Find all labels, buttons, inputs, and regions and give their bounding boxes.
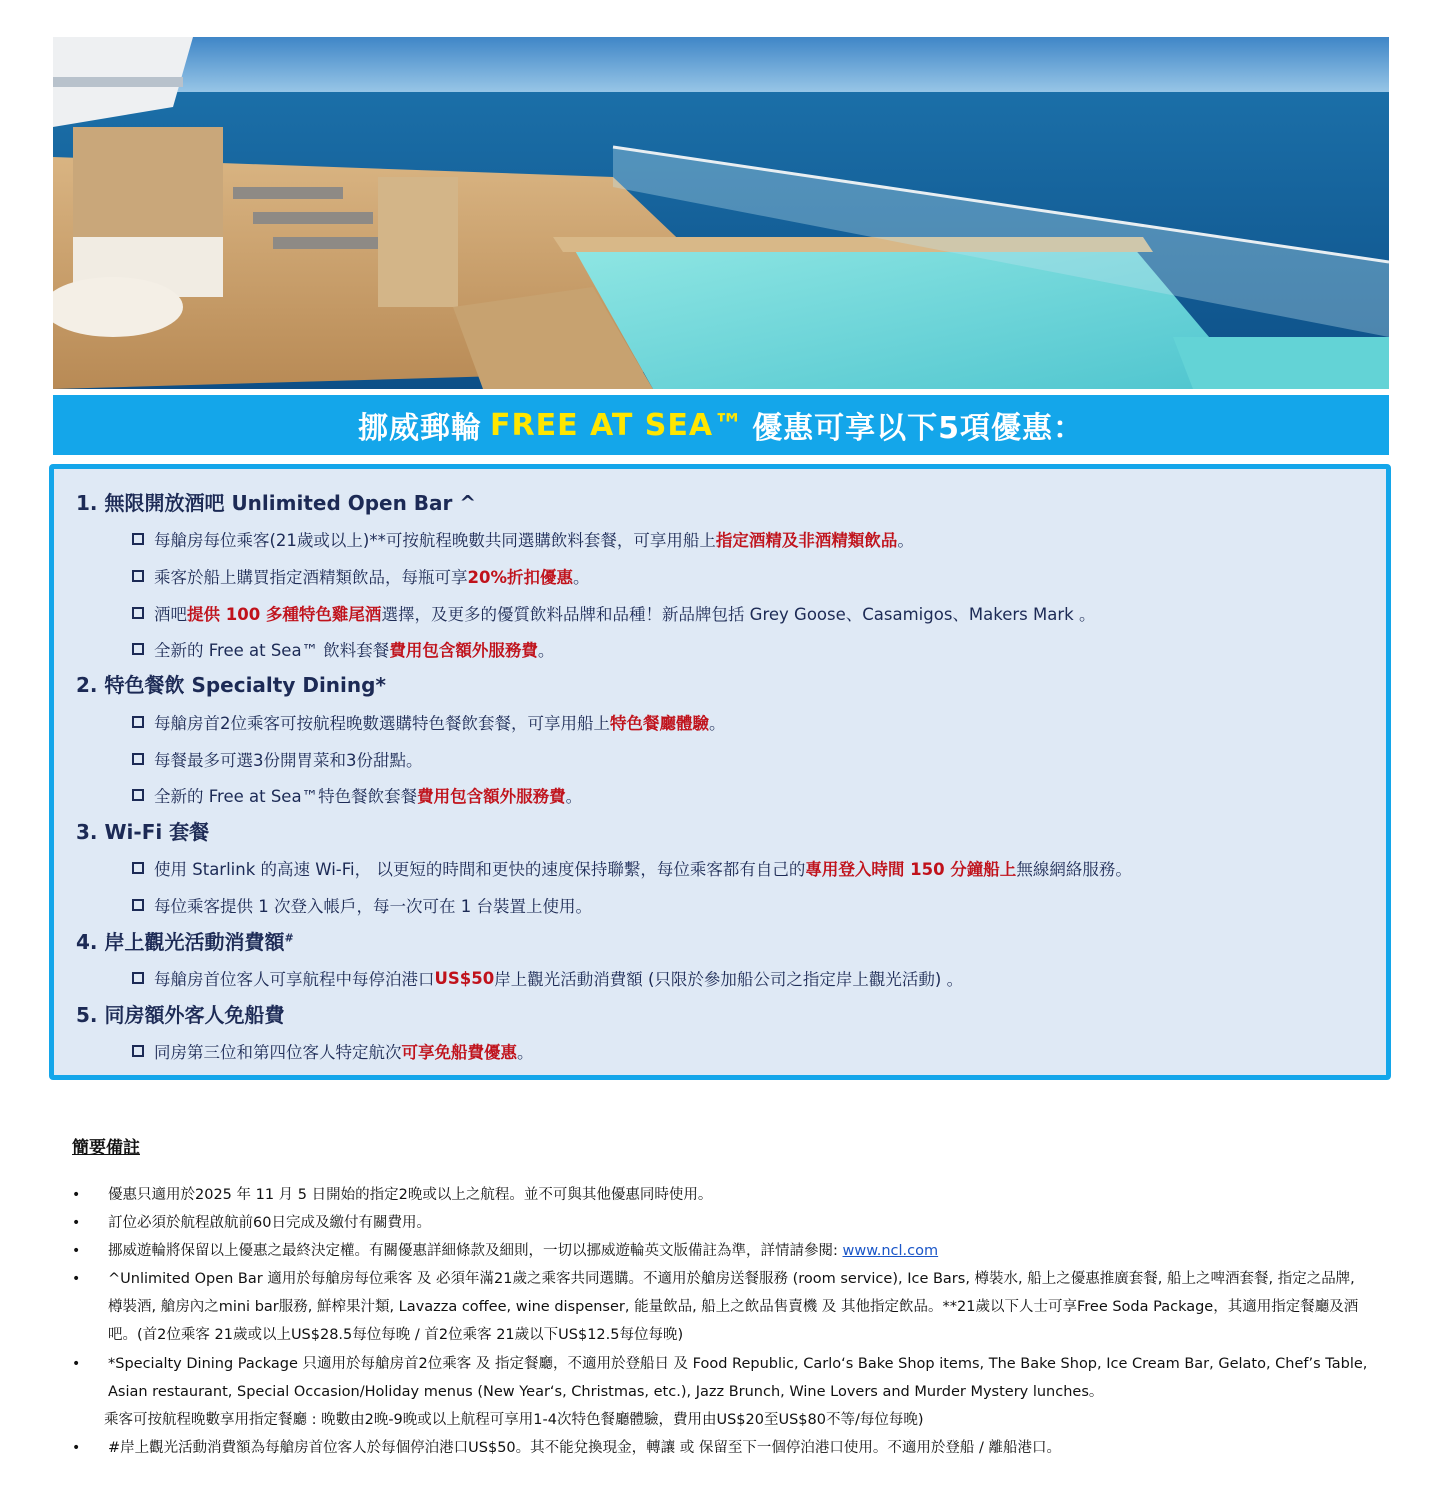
benefits-box (49, 464, 1391, 1080)
note-item (72, 1350, 1373, 1406)
title-suffix: 優惠可享以下5項優惠： (752, 411, 1084, 446)
item-highlight: 指定酒精及非酒精類飲品 (715, 531, 898, 550)
square-bullet-icon (132, 533, 144, 545)
item-highlight: 20%折扣優惠 (467, 568, 573, 587)
item-highlight: 專用登入時間 150 分鐘船上 (805, 860, 1017, 879)
list-item (132, 637, 554, 661)
item-highlight: 提供 100 多種特色雞尾酒 (187, 605, 382, 624)
item-text: 每艙房首位客人可享航程中每停泊港口 (154, 970, 435, 989)
item-text-end: 無線網絡服務。 (1016, 860, 1132, 879)
section-heading-text: 4. 岸上觀光活動消費額 (76, 930, 285, 954)
item-text: 同房第三位和第四位客人特定航次 (154, 1043, 402, 1062)
square-bullet-icon (132, 862, 144, 874)
notes-heading: 簡要備註 (72, 1138, 140, 1158)
list-item (132, 710, 726, 734)
list-item (132, 966, 963, 990)
item-text-end: 選擇，及更多的優質飲料品牌和品種！新品牌包括 Grey Goose、Casamigos、Makers Mark 。 (381, 605, 1096, 624)
note-text: #岸上觀光活動消費額為每艙房首位客人於每個停泊港口US$50。其不能兌換現金，轉讓 或 保留至下一個停泊港口使用。不適用於登船 / 離船港口。 (108, 1440, 1061, 1456)
cruise-deck-illustration (53, 37, 1389, 389)
square-bullet-icon (132, 607, 144, 619)
bullet-icon: • (72, 1271, 81, 1287)
item-text: 酒吧 (154, 605, 187, 624)
item-text-end: 。 (517, 1043, 534, 1062)
list-item (132, 783, 582, 807)
square-bullet-icon (132, 972, 144, 984)
item-highlight: 特色餐廳體驗 (610, 714, 709, 733)
note-item (72, 1265, 1373, 1349)
bullet-icon: • (72, 1187, 81, 1203)
square-bullet-icon (132, 1045, 144, 1057)
bullet-icon: • (72, 1243, 81, 1259)
square-bullet-icon (132, 643, 144, 655)
bullet-icon: • (72, 1356, 81, 1372)
note-subtext: 乘客可按航程晚數享用指定餐廳 : 晚數由2晚-9晚或以上航程可享用1-4次特色餐廳體驗，費用由US$20至US$80不等/每位每晚) (104, 1412, 924, 1428)
note-text: ^Unlimited Open Bar 適用於每艙房每位乘客 及 必須年滿21歲之乘客共同選購。不適用於艙房送餐服務 (room service), Ice Bars, 樽裝水, 船上之優惠推廣套餐, 船上之啤酒套餐, 指定之品牌, 樽裝酒, 艙房內之mini bar服務, 鮮榨果汁類, Lavazza coffee, wine dispenser, 能量飲品, 船上之飲品售賣機 及 其他指定飲品。**21歲以下人士可享Free Soda Package，其適用指定餐廳及酒吧。(首2位乘客 21歲或以上US$28.5每位每晚 / 首2位乘客 21歲以下US$12.5每位每晚) (108, 1271, 1359, 1343)
item-text-end: 。 (709, 714, 726, 733)
item-text: 每餐最多可選3份開胃菜和3份甜點。 (154, 751, 423, 770)
bullet-icon: • (72, 1440, 81, 1456)
list-item (132, 747, 423, 771)
title-prefix: 挪威郵輪 (357, 411, 482, 446)
ncl-website-link[interactable]: www.ncl.com (842, 1243, 939, 1259)
note-item (72, 1237, 1373, 1265)
item-highlight: 可享免船費優惠 (401, 1043, 517, 1062)
item-text-end: 。 (573, 568, 590, 587)
note-item (72, 1434, 1373, 1462)
note-text: *Specialty Dining Package 只適用於每艙房首2位乘客 及 指定餐廳，不適用於登船日 及 Food Republic, Carlo‘s Bake Shop items, The Bake Shop, Ice Cream Bar, Gelato, Chef’s Table, Asian restaurant, Special Occasion/Holiday menus (New Year‘s, Christmas, etc.), Jazz Brunch, Wine Lovers and Murder Mystery lunches。 (108, 1356, 1368, 1400)
item-text: 每位乘客提供 1 次登入帳戶，每一次可在 1 台裝置上使用。 (154, 897, 592, 916)
section-heading-free-guest: 5. 同房額外客人免船費 (76, 1003, 285, 1027)
item-text-end: 。 (537, 641, 555, 660)
item-text: 使用 Starlink 的高速 Wi-Fi， 以更短的時間和更快的速度保持聯繫，每位乘客都有自己的 (154, 860, 806, 879)
item-text-end: 。 (897, 531, 914, 550)
square-bullet-icon (132, 753, 144, 765)
note-text: 優惠只適用於2025 年 11 月 5 日開始的指定2晚或以上之航程。並不可與其他優惠同時使用。 (108, 1187, 713, 1203)
offer-title-bar (53, 395, 1389, 455)
square-bullet-icon (132, 789, 144, 801)
bullet-icon: • (72, 1215, 81, 1231)
list-item (132, 527, 914, 551)
hero-image (53, 37, 1389, 389)
item-text: 乘客於船上購買指定酒精類飲品，每瓶可享 (154, 568, 468, 587)
square-bullet-icon (132, 899, 144, 911)
item-highlight: 費用包含額外服務費 (417, 787, 566, 806)
section-heading-open-bar: 1. 無限開放酒吧 Unlimited Open Bar ^ (76, 491, 477, 515)
note-text: 訂位必須於航程啟航前60日完成及繳付有關費用。 (108, 1215, 431, 1231)
note-text: 挪威遊輪將保留以上優惠之最終決定權。有關優惠詳細條款及細則，一切以挪威遊輪英文版備註為準，詳情請參閱: (108, 1243, 843, 1259)
item-text: 每艙房每位乘客(21歲或以上)**可按航程晚數共同選購飲料套餐，可享用船上 (154, 531, 716, 550)
item-highlight: 費用包含額外服務費 (389, 641, 538, 660)
section-heading-shore-excursion (76, 926, 294, 955)
list-item (132, 1039, 534, 1063)
square-bullet-icon (132, 570, 144, 582)
list-item (132, 893, 592, 917)
list-item (132, 601, 1095, 625)
section-heading-wifi: 3. Wi-Fi 套餐 (76, 820, 210, 844)
square-bullet-icon (132, 716, 144, 728)
item-text-end: 岸上觀光活動消費額 (只限於參加船公司之指定岸上觀光活動) 。 (494, 970, 964, 989)
item-text: 全新的 Free at Sea™ 飲料套餐 (154, 641, 390, 660)
item-highlight: US$50 (434, 968, 495, 988)
note-item (72, 1181, 1373, 1209)
note-item (72, 1209, 1373, 1237)
item-text: 每艙房首2位乘客可按航程晚數選購特色餐飲套餐，可享用船上 (154, 714, 610, 733)
section-heading-specialty-dining: 2. 特色餐飲 Specialty Dining* (76, 673, 386, 697)
title-highlight: FREE AT SEA™ (489, 407, 745, 443)
heading-superscript: # (284, 931, 294, 945)
item-text-end: 。 (565, 787, 583, 806)
list-item (132, 856, 1132, 880)
list-item (132, 564, 590, 588)
item-text: 全新的 Free at Sea™特色餐飲套餐 (154, 787, 418, 806)
